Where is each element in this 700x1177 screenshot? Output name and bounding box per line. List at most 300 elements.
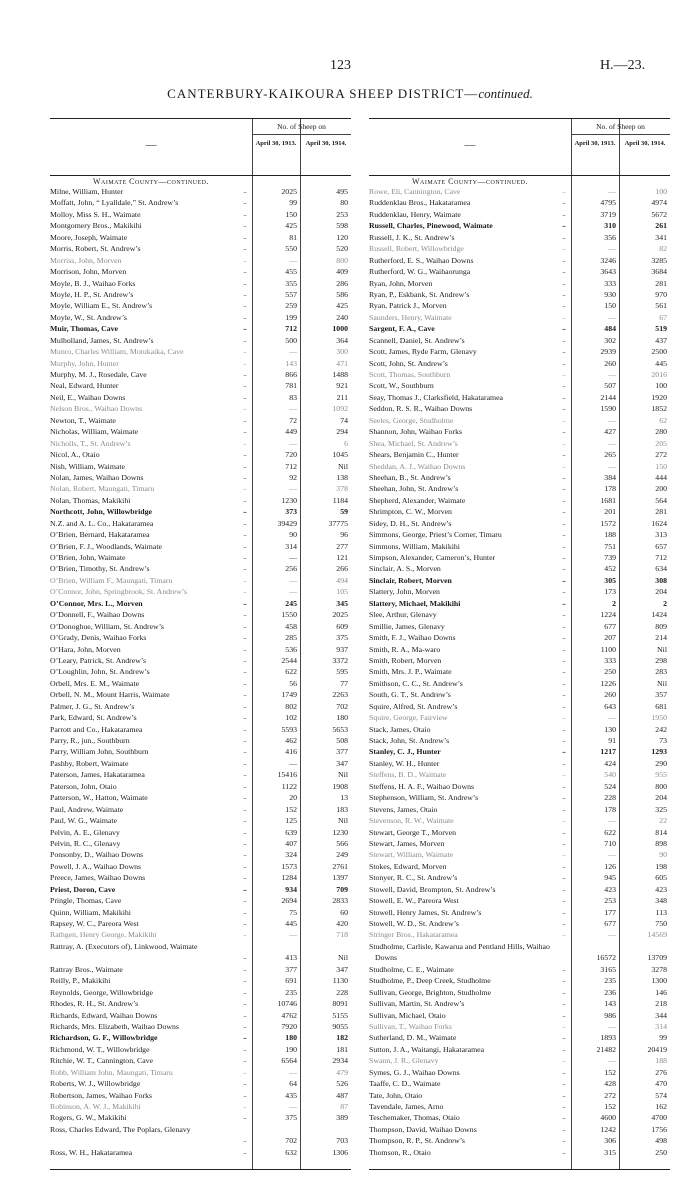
- table-row: [369, 861, 670, 872]
- leader-dots: ..: [562, 438, 566, 447]
- table-row: [50, 689, 351, 700]
- owner-name: Preece, James, Waihao Downs: [50, 873, 146, 883]
- leader-dots: ..: [562, 919, 566, 927]
- sheep-count-1914: 74: [340, 415, 348, 425]
- table-row: [369, 186, 670, 197]
- table-row: [369, 804, 670, 815]
- sheep-count-1913: 305: [604, 575, 616, 585]
- page-number: 123: [330, 58, 351, 73]
- leader-dots: ..: [562, 347, 566, 356]
- leader-dots: ..: [243, 770, 247, 779]
- table-row: [369, 701, 670, 712]
- header-sheep-label: No. of Sheep on: [596, 122, 645, 131]
- sheep-count-1913: 5593: [281, 724, 297, 734]
- table-row: [369, 598, 670, 609]
- leader-dots: ..: [562, 255, 566, 264]
- sheep-count-1913: 524: [604, 781, 616, 791]
- table-row: [369, 278, 670, 289]
- leader-dots: ..: [562, 564, 566, 573]
- leader-dots: ..: [562, 278, 566, 287]
- table-row: [369, 552, 670, 563]
- sheep-count-1913: 333: [604, 278, 616, 288]
- table-row: [50, 998, 351, 1009]
- title-continued: continued.: [478, 86, 533, 101]
- sheep-count-1913: 720: [285, 450, 297, 460]
- table-header: [369, 119, 670, 176]
- table-row: [369, 323, 670, 334]
- sheep-count-1913: 435: [285, 1090, 297, 1100]
- sheep-count-1914: 77: [340, 678, 348, 688]
- sheep-count-1914: 712: [655, 553, 667, 562]
- leader-dots: ..: [243, 301, 247, 310]
- sheep-count-1914: 198: [655, 861, 667, 871]
- owner-name: Smithson, C. C., St. Andrew’s: [369, 678, 463, 688]
- sheep-count-1914: 100: [655, 187, 667, 196]
- leader-dots: ..: [562, 610, 566, 619]
- sheep-count-1914: 5672: [651, 209, 667, 219]
- table-row: [50, 529, 351, 540]
- sheep-count-1913: —: [289, 255, 297, 265]
- table-row: [50, 335, 351, 346]
- sheep-count-1913: 253: [604, 896, 616, 906]
- sheep-count-1914: 300: [336, 347, 348, 357]
- header-col-1914: April 30, 1914.: [624, 140, 666, 147]
- table-row: [50, 781, 351, 792]
- owner-name: Muir, Thomas, Cave: [50, 324, 119, 334]
- leader-dots: ..: [243, 861, 247, 870]
- table-row: [369, 1021, 670, 1032]
- sheep-count-1914: 2934: [332, 1056, 348, 1066]
- owner-name: Reynolds, George, Willowbridge: [50, 987, 153, 997]
- leader-dots: ..: [562, 472, 566, 481]
- sheep-count-1913: 540: [604, 770, 616, 780]
- leader-dots: ..: [243, 530, 247, 539]
- owner-name: Parrott and Co., Hakataramea: [50, 724, 143, 734]
- sheep-count-1913: 536: [285, 644, 297, 654]
- owner-name: Sinclair, Robert, Morven: [369, 575, 452, 585]
- leader-dots: ..: [243, 621, 247, 630]
- sheep-count-1913: 1100: [600, 644, 616, 654]
- sheep-count-1914: 22: [659, 816, 667, 826]
- leader-dots: ..: [243, 644, 247, 653]
- sheep-count-1913: 945: [604, 873, 616, 883]
- owner-name: Ross, Charles Edward, The Poplars, Glenavy: [50, 1124, 191, 1134]
- owner-name: Russell, Charles, Pinewood, Waimate: [369, 221, 493, 231]
- sheep-count-1913: 356: [604, 232, 616, 242]
- owner-name: Pringle, Thomas, Cave: [50, 896, 122, 906]
- leader-dots: ..: [243, 1067, 247, 1076]
- leader-dots: ..: [243, 1021, 247, 1030]
- sheep-count-1913: 4795: [600, 198, 616, 208]
- sheep-count-1913: 445: [285, 919, 297, 928]
- owner-name: Stanley, C. J., Hunter: [369, 747, 441, 757]
- sheep-count-1913: 424: [604, 758, 616, 768]
- sheep-count-1914: 294: [336, 427, 348, 437]
- sheep-count-1913: 484: [604, 324, 616, 334]
- leader-dots: ..: [243, 976, 247, 985]
- table-row: [369, 220, 670, 231]
- owner-name: Sullivan, T., Waihao Forks: [369, 1021, 452, 1031]
- owner-name: Paul, Andrew, Waimate: [50, 804, 124, 814]
- owner-name: Nicholls, T., St. Andrew’s: [50, 438, 131, 448]
- sheep-count-1914: 80: [340, 198, 348, 208]
- sheep-count-1914: 204: [655, 793, 667, 803]
- owner-name: Rathgen, Henry George, Makikihi: [50, 930, 157, 940]
- owner-name: Studholme, Carlisle, Kawarua and Pentland Hills, Waihao Downs: [369, 941, 550, 963]
- leader-dots: ..: [243, 724, 247, 733]
- leader-dots: ..: [243, 1113, 247, 1122]
- owner-name: Richmond, W. T., Willowbridge: [50, 1044, 150, 1054]
- leader-dots: ..: [243, 884, 247, 893]
- owner-name: Ritchie, W. T., Cannington, Cave: [50, 1056, 154, 1066]
- sheep-count-1913: 643: [604, 701, 616, 711]
- table-row: [369, 232, 670, 243]
- sheep-count-1913: 710: [604, 838, 616, 848]
- sheep-count-1913: 1573: [281, 861, 297, 871]
- table-row: [369, 998, 670, 1009]
- leader-dots: ..: [243, 404, 247, 413]
- sheep-count-1914: 281: [655, 507, 667, 517]
- sheep-count-1914: 5155: [332, 1010, 348, 1020]
- leader-dots: ..: [243, 438, 247, 447]
- leader-dots: ..: [562, 964, 566, 973]
- leader-dots: ..: [562, 644, 566, 653]
- sheep-count-1914: 242: [655, 724, 667, 734]
- leader-dots: ..: [562, 758, 566, 767]
- sheep-count-1913: 150: [285, 209, 297, 219]
- owner-name: Stringer Bros., Hakataramea: [369, 930, 458, 940]
- sheep-count-1914: 1045: [332, 450, 348, 460]
- leader-dots: ..: [562, 1010, 566, 1019]
- leader-dots: ..: [562, 541, 566, 550]
- sheep-count-1913: 10746: [277, 999, 297, 1009]
- sheep-count-1913: 7920: [281, 1021, 297, 1031]
- leader-dots: ..: [562, 244, 566, 253]
- sheep-count-1913: 3246: [600, 255, 616, 265]
- table-row: [50, 929, 351, 940]
- sheep-count-1914: 2761: [332, 861, 348, 871]
- leader-dots: ..: [562, 1090, 566, 1099]
- table-row: [369, 506, 670, 517]
- leader-dots: ..: [562, 793, 566, 802]
- owner-name: Moffatt, John, “ Lyalldale,” St. Andrew’s: [50, 198, 179, 208]
- sheep-count-1914: 3278: [651, 964, 667, 974]
- leader-dots: ..: [562, 530, 566, 539]
- leader-dots: ..: [562, 1136, 566, 1145]
- leader-dots: ..: [562, 804, 566, 813]
- leader-dots: ..: [562, 553, 566, 561]
- owner-name: Neal, Edward, Hunter: [50, 381, 119, 391]
- leader-dots: ..: [243, 392, 247, 401]
- leader-dots: ..: [243, 324, 247, 333]
- leader-dots: ..: [243, 278, 247, 287]
- sheep-count-1914: 420: [336, 919, 348, 928]
- sheep-count-1914: 2025: [332, 610, 348, 620]
- sheep-count-1914: 709: [336, 884, 348, 894]
- leader-dots: ..: [562, 267, 566, 276]
- sheep-count-1914: 519: [655, 324, 667, 334]
- owner-name: Seeles, George, Studholme: [369, 415, 454, 425]
- table-row: [369, 918, 670, 929]
- sheep-count-1913: 986: [604, 1010, 616, 1020]
- sheep-count-1913: 83: [289, 392, 297, 402]
- right-table: [369, 118, 670, 1170]
- owner-name: Stewart, William, Waimate: [369, 850, 454, 860]
- leader-dots: ..: [243, 495, 247, 504]
- table-row: [369, 621, 670, 632]
- sheep-count-1913: —: [289, 553, 297, 562]
- sheep-count-1913: —: [608, 1021, 616, 1031]
- sheep-count-1913: —: [608, 312, 616, 322]
- sheep-count-1913: 355: [285, 278, 297, 288]
- sheep-count-1914: 423: [655, 884, 667, 894]
- sheep-count-1914: 566: [336, 838, 348, 848]
- owner-name: Northcott, John, Willowbridge: [50, 507, 152, 517]
- table-row: [50, 644, 351, 655]
- table-row: [50, 1021, 351, 1032]
- table-row: [369, 815, 670, 826]
- sheep-count-1913: 802: [285, 701, 297, 711]
- table-row: [369, 678, 670, 689]
- table-row: [50, 987, 351, 998]
- owner-name: Stowell, W. D., St. Andrew’s: [369, 919, 459, 928]
- sheep-count-1914: 508: [336, 736, 348, 745]
- table-row: [50, 289, 351, 300]
- sheep-count-1913: 150: [604, 301, 616, 311]
- owner-name: Moore, Joseph, Waimate: [50, 232, 128, 242]
- owner-name: Smith, Robert, Morven: [369, 655, 442, 665]
- leader-dots: ..: [562, 301, 566, 310]
- sheep-count-1913: 64: [289, 1079, 297, 1089]
- sheep-count-1914: 341: [655, 232, 667, 242]
- table-row: [50, 827, 351, 838]
- sheep-count-1913: 377: [285, 964, 297, 974]
- table-row: [50, 278, 351, 289]
- sheep-count-1913: 99: [289, 198, 297, 208]
- owner-name: Murphy, John, Hunter: [50, 358, 119, 368]
- sheep-count-1913: 500: [285, 335, 297, 345]
- leader-dots: ..: [243, 335, 247, 344]
- leader-dots: ..: [562, 1021, 566, 1030]
- owner-name: Moyle, William E., St. Andrew’s: [50, 301, 153, 311]
- table-row: [369, 929, 670, 940]
- sheep-count-1913: 458: [285, 621, 297, 631]
- owner-name: Ponsonby, D., Waihao Downs: [50, 850, 144, 860]
- table-row: [50, 403, 351, 414]
- sheep-count-1914: 357: [655, 690, 667, 700]
- sheep-count-1913: 250: [604, 667, 616, 677]
- leader-dots: ..: [562, 1102, 566, 1111]
- table-row: [50, 1101, 351, 1112]
- sheep-count-1913: —: [289, 575, 297, 585]
- sheep-count-1914: 280: [655, 427, 667, 437]
- table-row: [50, 1044, 351, 1055]
- sheep-count-1913: 507: [604, 381, 616, 391]
- table-row: [50, 724, 351, 735]
- table-row: [50, 243, 351, 254]
- owner-name: Montgomery Bros., Makikihi: [50, 221, 142, 231]
- table-row: [369, 644, 670, 655]
- left-table: [50, 118, 351, 1170]
- sheep-count-1914: 574: [655, 1090, 667, 1100]
- sheep-count-1913: 622: [604, 827, 616, 837]
- owner-name: Seay, Thomas J., Clarksfield, Hakataramea: [369, 392, 504, 402]
- owner-name: Shepherd, Alexander, Waimate: [369, 495, 466, 505]
- owner-name: Stevens, James, Otaio: [369, 804, 438, 814]
- table-row: [369, 987, 670, 998]
- sheep-count-1914: 73: [659, 736, 667, 745]
- table-row: [50, 495, 351, 506]
- owner-name: Studholme, C. E., Waimate: [369, 964, 454, 974]
- owner-name: Orbell, Mrs. E. M., Waimate: [50, 678, 140, 688]
- sheep-count-1914: 487: [336, 1090, 348, 1100]
- leader-dots: ..: [562, 770, 566, 779]
- header-sheep-label: No. of Sheep on: [277, 122, 326, 131]
- sheep-count-1913: 16572: [596, 953, 616, 963]
- owner-name: Russell, J. K., St. Andrew’s: [369, 232, 455, 242]
- owner-name: O’Brien, Bernard, Hakataramea: [50, 530, 150, 540]
- table-row: [369, 209, 670, 220]
- sheep-count-1914: 564: [655, 495, 667, 505]
- table-row: [50, 1055, 351, 1066]
- leader-dots: ..: [562, 370, 566, 378]
- leader-dots: ..: [243, 690, 247, 699]
- owner-name: South, G. T., St. Andrew’s: [369, 690, 451, 700]
- sheep-count-1913: 21482: [596, 1044, 616, 1054]
- table-row: [369, 907, 670, 918]
- leader-dots: ..: [243, 507, 247, 516]
- leader-dots: ..: [562, 816, 566, 825]
- sheep-count-1913: 20: [289, 793, 297, 803]
- table-row: [369, 426, 670, 437]
- sheep-count-1913: 1226: [600, 678, 616, 688]
- owner-name: Ryan, Patrick J., Morven: [369, 301, 447, 311]
- leader-dots: ..: [243, 381, 247, 390]
- leader-dots: ..: [243, 289, 247, 298]
- sheep-count-1914: 9055: [332, 1021, 348, 1031]
- sheep-count-1913: 1242: [600, 1124, 616, 1134]
- sheep-count-1913: 180: [285, 1033, 297, 1043]
- leader-dots: ..: [562, 976, 566, 985]
- table-row: [369, 289, 670, 300]
- table-row: [369, 964, 670, 975]
- sheep-count-1914: 1092: [332, 404, 348, 414]
- table-row: [369, 827, 670, 838]
- table-row: [50, 769, 351, 780]
- header-rule: [252, 134, 351, 135]
- leader-dots: ..: [243, 804, 247, 813]
- sheep-count-1914: 214: [655, 633, 667, 643]
- table-row: [369, 1067, 670, 1078]
- sheep-count-1913: 2025: [281, 187, 297, 196]
- table-row: [50, 186, 351, 197]
- sheep-count-1914: 344: [655, 1010, 667, 1020]
- leader-dots: ..: [243, 221, 247, 230]
- sheep-count-1913: 2544: [281, 655, 297, 665]
- owner-name: Scott, John, St. Andrew’s: [369, 358, 448, 368]
- table-row: [50, 518, 351, 529]
- table-row: [369, 975, 670, 986]
- sheep-count-1913: 143: [285, 358, 297, 368]
- table-row: [369, 1090, 670, 1101]
- sheep-count-1914: 526: [336, 1079, 348, 1089]
- sheep-count-1913: 272: [604, 1090, 616, 1100]
- owner-name: Powell, J. A., Waihao Downs: [50, 861, 142, 871]
- sheep-count-1914: Nil: [338, 770, 348, 780]
- sheep-count-1913: 1550: [281, 610, 297, 620]
- table-row: [50, 426, 351, 437]
- owner-name: Smith, R. A., Ma-waro: [369, 644, 441, 654]
- sheep-count-1914: 495: [336, 187, 348, 196]
- sheep-count-1913: —: [289, 404, 297, 414]
- sheep-count-1914: 479: [336, 1067, 348, 1077]
- table-row: [369, 197, 670, 208]
- sheep-count-1914: 1300: [651, 976, 667, 986]
- owner-name: Shea, Michael, St. Andrew’s: [369, 438, 458, 448]
- owner-name: Shannon, John, Waihao Forks: [369, 427, 463, 437]
- sheep-count-1913: 302: [604, 335, 616, 345]
- table-row: [369, 1032, 670, 1043]
- sheep-count-1914: 1908: [332, 781, 348, 791]
- owner-name: Priest, Doron, Cave: [50, 884, 116, 894]
- sheep-count-1913: —: [289, 438, 297, 448]
- sheep-count-1914: 445: [655, 358, 667, 368]
- table-row: [369, 403, 670, 414]
- owner-name: Rutherford, W. G., Waihaorunga: [369, 267, 471, 277]
- table-row: [369, 758, 670, 769]
- sheep-count-1914: 970: [655, 289, 667, 299]
- sheep-count-1913: 260: [604, 358, 616, 368]
- owner-name: Paterson, James, Hakataramea: [50, 770, 145, 780]
- sheep-count-1913: —: [608, 850, 616, 860]
- leader-dots: ..: [562, 1079, 566, 1088]
- table-row: [369, 609, 670, 620]
- sheep-count-1914: 96: [340, 530, 348, 540]
- sheep-count-1914: 3684: [651, 267, 667, 277]
- table-row: [369, 769, 670, 780]
- owner-name: Steffens, B. D., Waimate: [369, 770, 447, 780]
- leader-dots: ..: [243, 655, 247, 664]
- sheep-count-1914: 298: [655, 655, 667, 665]
- owner-name: Parry, William John, Southburn: [50, 747, 149, 757]
- sheep-count-1913: —: [608, 1056, 616, 1066]
- sheep-count-1914: 364: [336, 335, 348, 345]
- leader-dots: ..: [562, 312, 566, 321]
- sheep-count-1914: 13709: [647, 953, 667, 963]
- owner-name: O’Hara, John, Morven: [50, 644, 121, 654]
- owner-name: Sargent, F. A., Cave: [369, 324, 435, 334]
- sheep-count-1914: 605: [655, 873, 667, 883]
- leader-dots: ..: [243, 427, 247, 436]
- sheep-count-1914: 228: [336, 987, 348, 997]
- sheep-count-1914: 120: [336, 232, 348, 242]
- leader-dots: ..: [562, 1113, 566, 1122]
- table-row: [369, 1055, 670, 1066]
- sheep-count-1913: 934: [285, 884, 297, 894]
- table-row: [369, 586, 670, 597]
- table-row: [369, 255, 670, 266]
- sheep-count-1914: 1852: [651, 404, 667, 414]
- sheep-count-1913: 3643: [600, 267, 616, 277]
- leader-dots: ..: [562, 1147, 566, 1156]
- sheep-count-1913: —: [289, 1067, 297, 1077]
- sheep-count-1913: 285: [285, 633, 297, 643]
- table-row: [50, 392, 351, 403]
- leader-dots: ..: [243, 415, 247, 424]
- sheep-count-1913: 6564: [281, 1056, 297, 1066]
- sheep-count-1913: 72: [289, 415, 297, 425]
- leader-dots: ..: [243, 1102, 247, 1111]
